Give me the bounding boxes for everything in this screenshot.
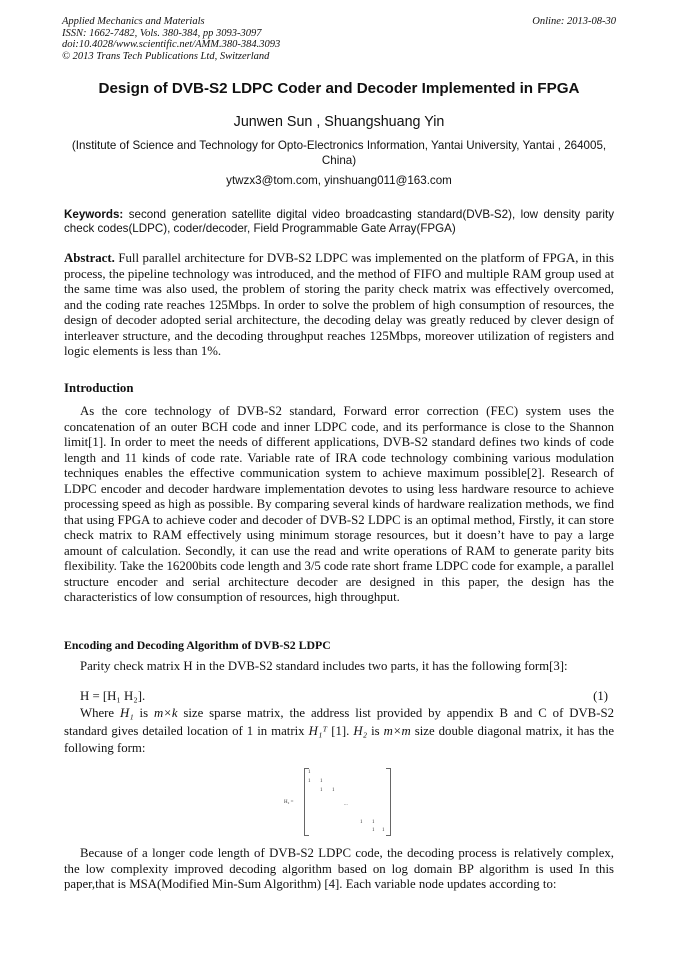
h1-symbol: H₁ (119, 706, 134, 720)
encoding-para2 (64, 705, 614, 758)
matrix-entry: 1 (360, 820, 363, 825)
abstract (64, 251, 614, 360)
para2-text-a: Where (80, 706, 120, 720)
keywords-label: Keywords: (64, 208, 124, 221)
introduction-text: As the core technology of DVB-S2 standard, Forward error correction (FEC) system uses the concatenation of an outer BCH code and inner LDPC code, and its performance is close to the Shannon limit[1]. In order to meet the needs of different applications, DVB-S2 standard defines two kinds of code length and 11 kinds of code rate. Variable rate of IRA code technology combining various modulation techniques enables the effective communication system to achieve maximum possible[2]. Research of LDPC encoder and decoder hardware implementation devotes to using less hardware resource to achieve processing speed as high as possible. By comparing several kinds of hardware realization methods, we find that using FPGA to achieve coder and decoder of DVB-S2 LDPC is an optimal method, Firstly, it can store check matrix to RAM effectively using minimum storage resources, but it doesn’t have to pay a large amount of calculation. Secondly, it can use the read and write operations of RAM to generate parity bits flexibility. Take the 16200bits code length and 3/5 code rate short frame LDPC code for example, a parallel structure encoder and serial architecture decoder are designed in this paper, the design has the characteristics of low consumption of resources, high throughput. (64, 404, 614, 604)
mxm-symbol: m×m (383, 723, 411, 738)
matrix-entry: 1 (308, 770, 311, 775)
mxk-symbol: m×k (153, 706, 178, 720)
equation-1 (80, 689, 614, 704)
h1t-symbol: H₁ᵀ (308, 723, 328, 738)
h2-symbol: H₂ (353, 723, 368, 738)
paper-title: Design of DVB-S2 LDPC Coder and Decoder Implemented in FPGA (98, 80, 580, 97)
introduction-heading: Introduction (64, 381, 134, 395)
matrix-entry: 1 (332, 788, 335, 793)
encoding-para3: Because of a longer code length of DVB-S2 LDPC code, the decoding process is relatively complex, the low complexity improved decoding algorithm based on log domain BP algorithm is used In this paper,that is MSA(Modified Min-Sum Algorithm) [4]. Each variable node updates according to: (64, 846, 614, 891)
matrix-dots: ... (344, 802, 348, 807)
para2-text-c: size sparse matrix, the address list provided by appendix B and C of DVB-S2 standard gives detailed location of 1 in matrix (64, 706, 614, 738)
matrix-entry: 1 (320, 779, 323, 784)
matrix-entry: 1 (308, 779, 311, 784)
para2-text-b: is (133, 706, 154, 720)
matrix-entry: 1 (382, 828, 385, 833)
authors: Junwen Sun , Shuangshuang Yin (233, 114, 445, 130)
issn: ISSN: 1662-7482, Vols. 380-384, pp 3093-3097 (62, 27, 262, 39)
keywords (64, 208, 614, 235)
copyright: © 2013 Trans Tech Publications Ltd, Switzerland (62, 50, 270, 62)
matrix-entry: 1 (372, 820, 375, 825)
affiliation: (Institute of Science and Technology for Opto-Electronics Information, Yantai University, Yantai , 264005, China) (71, 139, 607, 167)
encoding-para1: Parity check matrix H in the DVB-S2 standard includes two parts, it has the following form[3]: (80, 659, 568, 673)
equation-text: H = [H₁ H₂]. (80, 689, 146, 703)
encoding-heading: Encoding and Decoding Algorithm of DVB-S2 LDPC (64, 638, 331, 652)
abstract-text: Full parallel architecture for DVB-S2 LDPC was implemented on the platform of FPGA, in this process, the pipeline technology was introduced, and the method of FIFO and multiple RAM group used at the same time was also used, the problem of storing the parity check matrix was effectively overcomed, and the coding rate reaches 125Mbps. In order to solve the problem of high consumption of resources, the design of decoder adopted serial architecture, the decoding delay was greatly reduced by clever design of interleaver structure, and the decoding throughput reaches 125Mbps, moreover utilization of registers and logic elements is less than 1%. (64, 251, 614, 358)
journal-header (62, 16, 280, 62)
equation-number: (1) (593, 689, 608, 703)
matrix-entry: 1 (372, 828, 375, 833)
abstract-label: Abstract. (64, 251, 115, 265)
keywords-text: second generation satellite digital video broadcasting standard(DVB-S2), low density parity check codes(LDPC), coder/decoder, Field Programmable Gate Array(FPGA) (64, 208, 614, 235)
para2-text-d: [1]. (327, 723, 354, 738)
matrix-right-bracket (386, 768, 391, 836)
para2-text-e: is (367, 723, 384, 738)
para2-text-f: size double diagonal matrix, it has the following form: (64, 723, 614, 755)
h2-matrix-figure (284, 764, 394, 836)
doi: doi:10.4028/www.scientific.net/AMM.380-384.3093 (62, 39, 281, 50)
matrix-label: H₂ = (284, 800, 294, 805)
author-emails: ytwzx3@tom.com, yinshuang011@163.com (226, 174, 452, 187)
journal-name: Applied Mechanics and Materials (62, 16, 205, 27)
online-date: Online: 2013-08-30 (532, 16, 616, 27)
matrix-entry: 1 (320, 788, 323, 793)
